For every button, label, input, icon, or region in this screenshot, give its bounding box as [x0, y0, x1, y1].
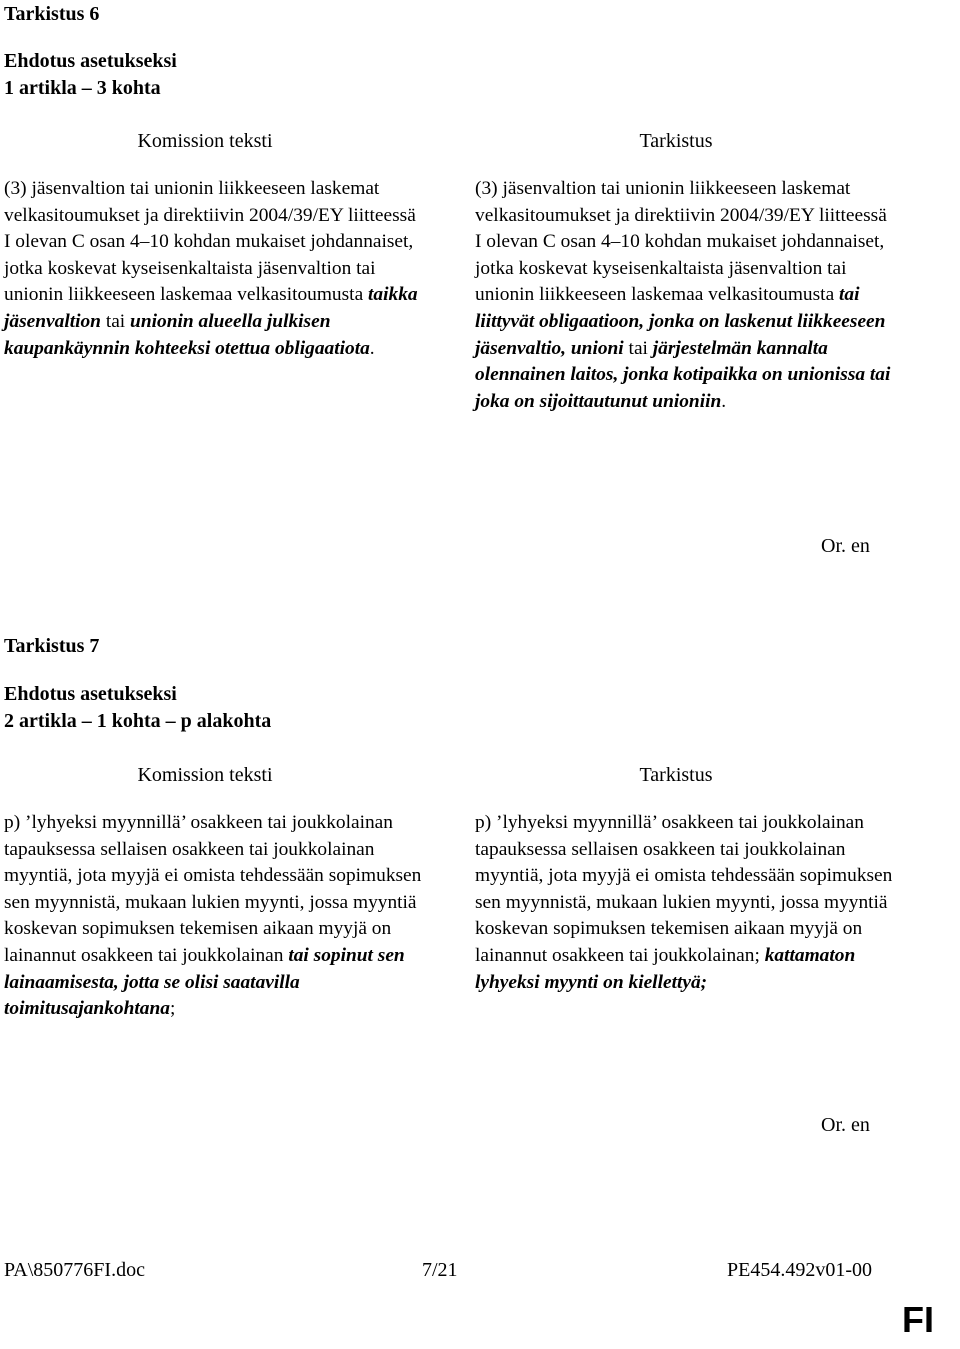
commission-text-deleted: tai sopinut sen lainaamisesta, jotta se olisi saatavilla toimitusajankohtana: [4, 944, 405, 1020]
amendment-6-origin: Or. en: [821, 535, 870, 557]
amendment-text-plain: (3) jäsenvaltion tai unionin liikkeeseen laskemat velkasitoumukset ja direktiivin 2004/39/EY liitteessä I olevan C osan 4–10 kohdan mukaiset johdannaiset, jotka koskevat kyseisenkaltaista jäsenvaltion tai unionin liikkeeseen laskemaa velkasitoumusta: [475, 178, 887, 306]
commission-text-plain: p) ’lyhyeksi myynnillä’ osakkeen tai joukkolainan tapauksessa sellaisen osakkeen tai joukkolainan myyntiä, jota myyjä ei omista tehdessään sopimuksen sen myynnistä, mukaan lukien myynti, jossa myyntiä koskevan sopimuksen tekemisen aikaan myyjä on lainannut osakkeen tai joukkolainan: [4, 812, 422, 966]
amendment-6-proposal: Ehdotus asetukseksi: [4, 50, 177, 72]
amendment-7-proposal: Ehdotus asetukseksi: [4, 683, 177, 705]
amendment-7-amendment-text: [475, 810, 895, 996]
commission-text-deleted-2: unionin alueella julkisen kaupankäynnin kohteeksi otettua obligaatiota: [4, 310, 370, 359]
amendment-text-added-2: järjestelmän kannalta olennainen laitos, jonka kotipaikka on unionissa tai joka on sijoittautunut unioniin: [475, 337, 891, 412]
amendment-7-article: 2 artikla – 1 kohta – p alakohta: [4, 710, 272, 732]
amendment-6-number: Tarkistus 6: [4, 3, 100, 25]
amendment-6-commission-text: [4, 176, 424, 362]
amendment-6-amendment-text: [475, 176, 895, 415]
amendment-7-right-header: Tarkistus: [639, 764, 713, 786]
commission-text-end: ;: [169, 998, 176, 1020]
amendment-text-end: .: [721, 390, 727, 412]
footer-language-code: FI: [902, 1299, 934, 1340]
amendment-7-number: Tarkistus 7: [4, 635, 100, 657]
amendment-6-right-header: Tarkistus: [639, 130, 713, 152]
commission-text-plain: (3) jäsenvaltion tai unionin liikkeeseen laskemat velkasitoumukset ja direktiivin 2004/39/EY liitteessä I olevan C osan 4–10 kohdan mukaiset johdannaiset, jotka koskevat kyseisenkaltaista jäsenvaltion tai unionin liikkeeseen laskemaa velkasitoumusta: [4, 178, 416, 306]
commission-text-plain-2: tai: [100, 310, 131, 332]
amendment-text-plain-2: tai: [623, 337, 653, 359]
amendment-7-commission-text: [4, 810, 424, 1023]
amendment-text-added: kattamaton lyhyeksi myynti on kiellettyä;: [475, 944, 856, 993]
footer-page-number: 7/21: [422, 1259, 458, 1281]
amendment-7-left-header: Komission teksti: [137, 764, 273, 786]
footer-doc-ref: PA\850776FI.doc: [4, 1259, 145, 1281]
amendment-text-added: tai liittyvät obligaatioon, jonka on laskenut liikkeeseen jäsenvaltio, unioni: [475, 284, 886, 359]
commission-text-deleted: taikka jäsenvaltion: [4, 284, 418, 332]
amendment-7-origin: Or. en: [821, 1114, 870, 1136]
commission-text-end: .: [369, 337, 375, 359]
amendment-6-left-header: Komission teksti: [137, 130, 273, 152]
amendment-text-plain: p) ’lyhyeksi myynnillä’ osakkeen tai joukkolainan tapauksessa sellaisen osakkeen tai joukkolainan myyntiä, jota myyjä ei omista tehdessään sopimuksen sen myynnistä, mukaan lukien myynti, jossa myyntiä koskevan sopimuksen tekemisen aikaan myyjä on lainannut osakkeen tai joukkolainan;: [475, 812, 893, 966]
footer-version: PE454.492v01-00: [727, 1259, 872, 1281]
amendment-6-article: 1 artikla – 3 kohta: [4, 77, 161, 99]
